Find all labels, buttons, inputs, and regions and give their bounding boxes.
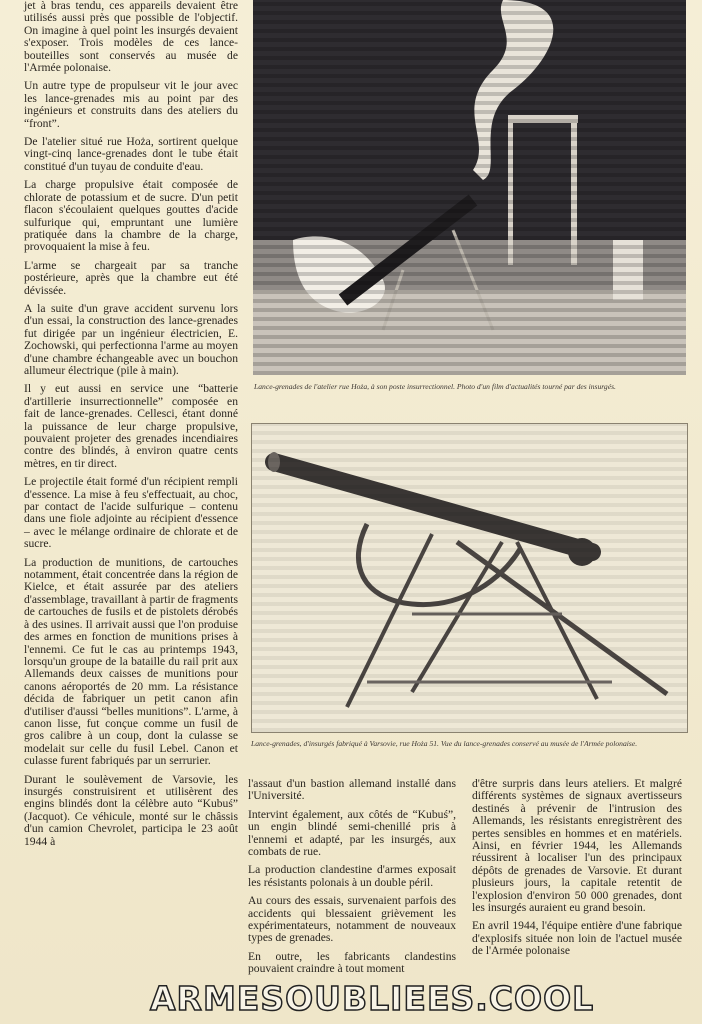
paragraph: La production de munitions, de cartouches notamment, était concentrée dans la région de Kielce, et était assurée par des ateliers d'assemblage, travaillant à partir de fragments de cartouches de fusils et de pistolets dérobés à des usines. Il arrivait aussi que l'on produise des armes en fonction de munitions prises à l'ennemi. Ce fut le cas au printemps 1943, lorsqu'un groupe de la bataille du rail prit aux Allemands deux caisses de munitions pour canons aéroportés de 20 mm. La résistance décida de fabriquer un petit canon afin d'utiliser d'aussi “belles munitions”. L'arme, à canon lisse, fut conçue comme un fusil de gros calibre à un coup, dont la culasse se modelait sur celle du fusil Lebel. Canon et culasse furent fabriqués par un serrurier. — [24, 555, 238, 768]
photo-museum-grenade-launcher — [251, 423, 688, 733]
paragraph: Un autre type de propulseur vit le jour avec les lance-grenades mis au point par des ingénieurs et construits dans des ateliers du “front”. — [24, 79, 238, 130]
paragraph: Il y eut aussi en service une “batterie d'artillerie insurrectionnelle” composée en fait de lance-grenades. Cellesci, étant donné la puissance de leur charge propulsive, pouvaient projeter des grenades incendiaires contre des blindés, à environ quatre cents mètres, en tir direct. — [24, 382, 238, 470]
paragraph: Au cours des essais, survenaient parfois des accidents qui blessaient grièvement les expérimentateurs, notamment de nouveaux types de grenades. — [248, 894, 456, 945]
paragraph: La production clandestine d'armes exposait les résistants polonais à un double péril. — [248, 863, 456, 889]
paragraph: jet à bras tendu, ces appareils devaient être utilisés aussi près que possible de l'objectif. On imagine à quel point les insurgés devaient s'exposer. Trois modèles de ces lance-bouteilles sont conservés au musée de l'Armée polonaise. — [24, 0, 238, 75]
paragraph: d'être surpris dans leurs ateliers. Et malgré différents systèmes de signaux avertisseurs destinés à prévenir de l'intrusion des Allemands, les résistants enregistrèrent des pertes sensibles en hommes et en matériels. Ainsi, en février 1944, les Allemands réussirent à localiser l'un des principaux dépôts de grenades de Varsovie. Et durant plusieurs jours, la capitale retentit de l'explosion d'environ 50 000 grenades, dont les insurgés auraient eu grand besoin. — [472, 777, 682, 915]
paragraph: A la suite d'un grave accident survenu lors d'un essai, la construction des lance-grenades fut dirigée par un ingénieur électricien, E. Zochowski, qui perfectionna l'arme au moyen d'une chambre échangeable avec un bouchon allumeur électrique (pile à main). — [24, 301, 238, 377]
paragraph: Intervint également, aux côtés de “Kubuś”, un engin blindé semi-chenillé pris à l'ennemi et adapté, par les insurgés, aux combats de rue. — [248, 807, 456, 859]
paragraph: Durant le soulèvement de Varsovie, les insurgés construisirent et utilisèrent des engins blindés dont la célèbre auto “Kubuś” (Jacquot). Ce véhicule, monté sur le châssis d'un camion Chevrolet, participa le 23 août 1944 à — [24, 772, 238, 848]
paragraph: L'arme se chargeait par sa tranche postérieure, après que la chambre eut été dévissée. — [24, 258, 238, 297]
paragraph: La charge propulsive était composée de chlorate de potassium et de sucre. D'un petit flacon s'écoulaient quelques gouttes d'acide sulfurique qui, empruntant une lumière pratiquée dans la chambre de la charge, provoquaient la mise à feu. — [24, 178, 238, 254]
paragraph: De l'atelier situé rue Hoża, sortirent quelque vingt-cinq lance-grenades dont le tube était constitué d'un tuyau de conduite d'eau. — [24, 135, 238, 173]
photo-grenade-launcher-in-position — [253, 0, 686, 375]
right-text-column — [472, 778, 682, 964]
paragraph: En outre, les fabricants clandestins pouvaient craindre à tout moment — [248, 949, 456, 976]
middle-text-column — [248, 778, 456, 982]
paragraph: En avril 1944, l'équipe entière d'une fabrique d'explosifs située non loin de l'actuel musée de l'Armée polonaise — [472, 919, 682, 958]
photo1-illustration — [253, 0, 686, 375]
paragraph: Le projectile était formé d'un récipient rempli d'essence. La mise à feu s'effectuait, au choc, par contact de l'acide sulfurique – contenu dans une fiole adjointe au récipient d'essence – avec le mélange ordinaire de chlorate et de sucre. — [24, 475, 238, 551]
site-watermark: ARMESOUBLIEES.COOL — [150, 979, 595, 1018]
photo2-caption: Lance-grenades, d'insurgés fabriqué à Varsovie, rue Hoża 51. Vue du lance-grenades conservé au musée de l'Armée polonaise. — [251, 739, 638, 748]
left-text-column — [24, 0, 238, 854]
photo2-illustration — [252, 424, 687, 732]
paragraph: l'assaut d'un bastion allemand installé dans l'Université. — [248, 777, 456, 803]
photo1-caption: Lance-grenades de l'atelier rue Hoża, à son poste insurrectionnel. Photo d'un film d'actualités tourné par des insurgés. — [254, 382, 616, 391]
